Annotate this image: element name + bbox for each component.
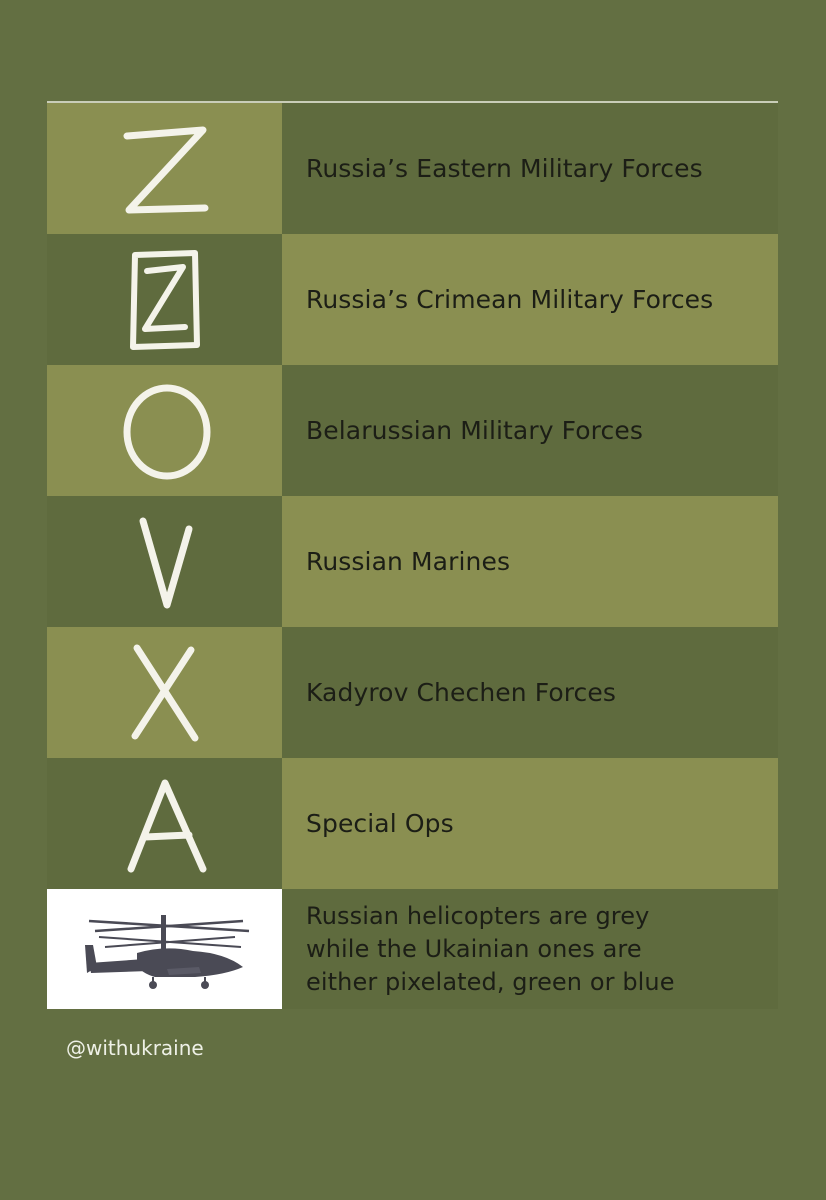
credit-handle: @withukraine <box>66 1036 204 1060</box>
a-letter-icon <box>47 758 282 889</box>
legend-label: Kadyrov Chechen Forces <box>282 627 778 758</box>
symbol-legend-table <box>47 101 778 1009</box>
legend-label: Special Ops <box>282 758 778 889</box>
helicopter-note: Russian helicopters are grey while the Ukainian ones are either pixelated, green or blue <box>306 901 675 996</box>
x-letter-icon <box>47 627 282 758</box>
legend-row-helicopter <box>47 889 778 1009</box>
legend-row-x <box>47 627 778 758</box>
z-letter-icon <box>47 103 282 234</box>
legend-label: Russian Marines <box>282 496 778 627</box>
legend-row-z-boxed <box>47 234 778 365</box>
legend-row-a <box>47 758 778 889</box>
legend-row-v <box>47 496 778 627</box>
o-letter-icon <box>47 365 282 496</box>
helicopter-icon <box>47 889 282 1009</box>
legend-label: Belarussian Military Forces <box>282 365 778 496</box>
v-letter-icon <box>47 496 282 627</box>
legend-label <box>282 889 778 1009</box>
z-boxed-icon <box>47 234 282 365</box>
legend-row-z <box>47 103 778 234</box>
legend-label: Russia’s Crimean Military Forces <box>282 234 778 365</box>
legend-row-o <box>47 365 778 496</box>
legend-label: Russia’s Eastern Military Forces <box>282 103 778 234</box>
